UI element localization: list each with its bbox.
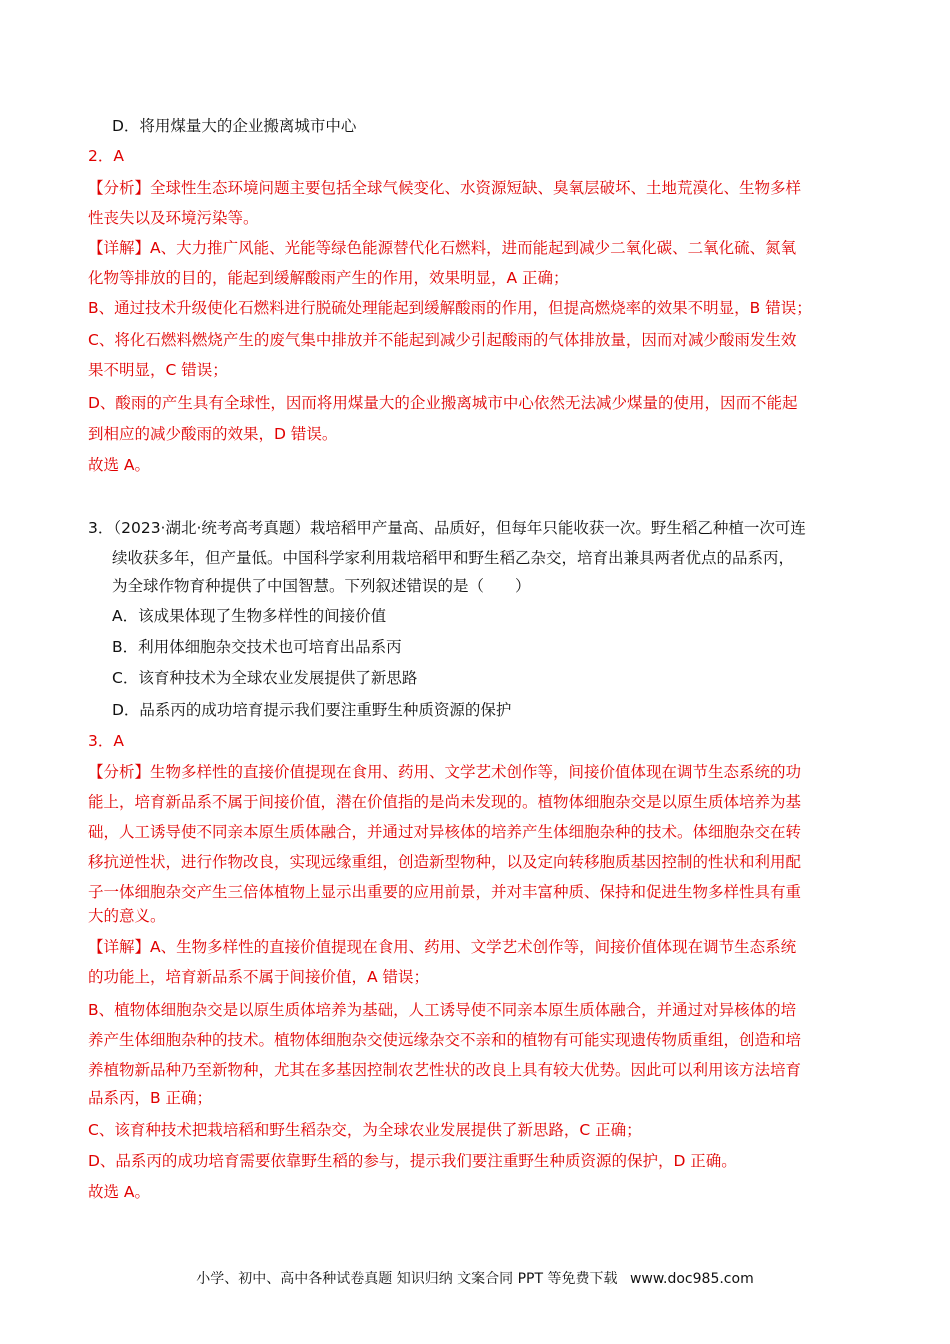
q2-conclusion: 故选 A。 [88, 456, 151, 474]
q3-detail-line: C、该育种技术把栽培稻和野生稻杂交，为全球农业发展提供了新思路，C 正确； [88, 1121, 642, 1139]
q3-option-c: C．该育种技术为全球农业发展提供了新思路 [112, 669, 418, 687]
q2-answer: 2．A [88, 147, 124, 165]
q2-analysis-line: 性丧失以及环境污染等。 [88, 209, 259, 227]
q2-detail-line: B、通过技术升级使化石燃料进行脱硫处理能起到缓解酸雨的作用，但提高燃烧率的效果不明显，B 错误； [88, 299, 812, 317]
q3-analysis-line: 【分析】生物多样性的直接价值提现在食用、药用、文学艺术创作等，间接价值体现在调节生态系统的功 [88, 763, 802, 781]
q3-detail-line: D、品系丙的成功培育需要依靠野生稻的参与，提示我们要注重野生种质资源的保护，D 正确。 [88, 1152, 737, 1170]
q3-detail-line: 品系丙，B 正确； [88, 1089, 213, 1107]
q3-analysis-line: 础，人工诱导使不同亲本原生质体融合，并通过对异核体的培养产生体细胞杂种的技术。体细胞杂交在转 [88, 823, 802, 841]
q3-stem-line: 为全球作物育种提供了中国智慧。下列叙述错误的是（ ） [112, 577, 531, 595]
q2-detail-line: 果不明显，C 错误； [88, 361, 228, 379]
q2-detail-line: 到相应的减少酸雨的效果，D 错误。 [88, 425, 338, 443]
q3-detail-line: 养产生体细胞杂种的技术。植物体细胞杂交使远缘杂交不亲和的植物有可能实现遗传物质重组，创造和培 [88, 1031, 802, 1049]
q3-detail-line: 养植物新品种乃至新物种，尤其在多基因控制农艺性状的改良上具有较大优势。因此可以利用该方法培育 [88, 1061, 802, 1079]
q3-option-d: D．品系丙的成功培育提示我们要注重野生种质资源的保护 [112, 701, 512, 719]
q3-analysis-line: 子一体细胞杂交产生三倍体植物上显示出重要的应用前景，并对丰富种质、保持和促进生物多样性具有重 [88, 883, 802, 901]
q2-detail-line: 【详解】A、大力推广风能、光能等绿色能源替代化石燃料，进而能起到减少二氧化碳、二氧化硫、氮氧 [88, 239, 797, 257]
q3-analysis-line: 能上，培育新品系不属于间接价值，潜在价值指的是尚未发现的。植物体细胞杂交是以原生质体培养为基 [88, 793, 802, 811]
q3-analysis-line: 移抗逆性状，进行作物改良，实现远缘重组，创造新型物种，以及定向转移胞质基因控制的性状和利用配 [88, 853, 802, 871]
q3-stem-line: 续收获多年，但产量低。中国科学家利用栽培稻甲和野生稻乙杂交，培育出兼具两者优点的品系丙， [112, 549, 795, 567]
page-footer [0, 1268, 950, 1288]
q2-analysis-line: 【分析】全球性生态环境问题主要包括全球气候变化、水资源短缺、臭氧层破坏、土地荒漠化、生物多样 [88, 179, 802, 197]
q3-detail-line: B、植物体细胞杂交是以原生质体培养为基础，人工诱导使不同亲本原生质体融合，并通过对异核体的培 [88, 1001, 797, 1019]
footer-site-link[interactable]: www.doc985.com [629, 1271, 754, 1287]
q3-option-a: A．该成果体现了生物多样性的间接价值 [112, 607, 387, 625]
q3-detail-line: 的功能上，培育新品系不属于间接价值，A 错误； [88, 968, 430, 986]
q3-answer: 3．A [88, 732, 124, 750]
q2-option-d: D．将用煤量大的企业搬离城市中心 [112, 117, 357, 135]
q3-stem-line: 3．（2023·湖北·统考高考真题）栽培稻甲产量高、品质好，但每年只能收获一次。野生稻乙种植一次可连 [88, 519, 806, 537]
q3-analysis-line: 大的意义。 [88, 907, 166, 925]
q3-detail-line: 【详解】A、生物多样性的直接价值提现在食用、药用、文学艺术创作等，间接价值体现在调节生态系统 [88, 938, 797, 956]
q3-option-b: B．利用体细胞杂交技术也可培育出品系丙 [112, 638, 402, 656]
footer-text: 小学、初中、高中各种试卷真题 知识归纳 文案合同 PPT 等免费下载 [196, 1271, 618, 1287]
q2-detail-line: D、酸雨的产生具有全球性，因而将用煤量大的企业搬离城市中心依然无法减少煤量的使用，因而不能起 [88, 394, 798, 412]
q2-detail-line: C、将化石燃料燃烧产生的废气集中排放并不能起到减少引起酸雨的气体排放量，因而对减少酸雨发生效 [88, 331, 797, 349]
q3-conclusion: 故选 A。 [88, 1183, 151, 1201]
q2-detail-line: 化物等排放的目的，能起到缓解酸雨产生的作用，效果明显，A 正确； [88, 269, 569, 287]
